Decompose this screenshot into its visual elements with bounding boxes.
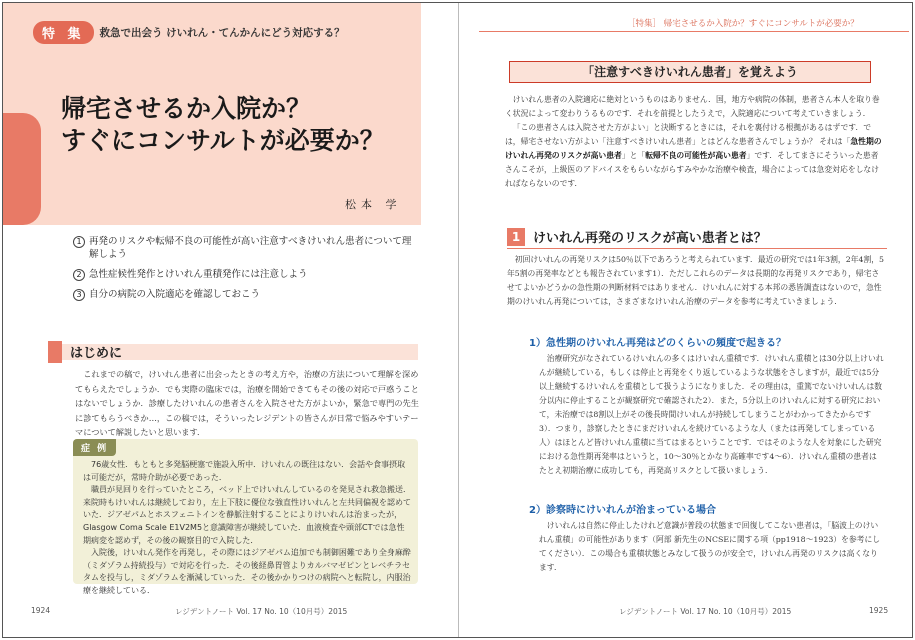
intro-paragraphs: [505, 93, 885, 191]
right-page: [459, 3, 913, 637]
magazine-spread: [2, 2, 913, 638]
section-number: 1: [507, 228, 525, 246]
heading-marker: [48, 341, 62, 363]
section-title: けいれん再発のリスクが高い患者とは？: [533, 231, 767, 246]
text-span: 「この患者さんは入院させた方がよい」と決断するときには，それを裏付ける根拠があるはずです．では，帰宅させない方がよい「注意すべきけいれん患者」とはどんな患者さんでしょうか？ それは「: [505, 123, 872, 146]
highlight: 急性期のけいれん再発のリスクが高い患者: [505, 137, 882, 160]
point-text: 再発のリスクや転帰不良の可能性が高い注意すべきけいれん患者について理解しよう: [89, 236, 412, 260]
series-badge: 特 集: [33, 21, 94, 44]
point-number: 2: [73, 269, 85, 281]
paragraph: 初回けいれんの再発リスクは50％以下であろうと考えられています．最近の研究では1年3割，2年4割，5年5割の再発率などとも報告されています1）．ただしこれらのデータは長期的な再発リスクであり，帰宅させてよいかどうかの急性期の判断材料ではありません．けいれんに対する本邦の悉皆調査はないので，急性期のけいれん再発については，さまざまなけいれん治療のデータを参考に考えていきましょう．: [507, 255, 885, 306]
title-line-1: 帰宅させるか入院か？: [61, 94, 312, 123]
paragraph: 治療研究がなされているけいれんの多くはけいれん重積です．けいれん重積とは30分以上けいれんが継続している，もしくは停止と再発をくり返しているような状態をさしますが，最近では5分以上継続するけいれんを重積として扱うようになりました．その理由は，重篤でないけいれんは数分以内に停止することが観察研究で確認された2）．また，5分以上のけいれんに対する研究において，未治療では8割以上がその後長時間けいれんが持続してしまうことがわかってきたからです3）．つまり，診察したときにまだけいれんを続けているような人（または再発してしまっている人）はほとんど皆けいれん重積に当てはまるということです．ではそのような人を対象にした研究における急性期再発率はというと，10〜30％とかなり高確率です4〜6）．けいれん重積の患者はたとえ初期治療に成功しても，再発高リスクとして扱いましょう．: [539, 354, 884, 475]
page-number-left: 1924: [31, 606, 51, 615]
footer-right: レジデントノート Vol. 17 No. 10（10月号）2015: [619, 607, 792, 616]
text-span: 」です．そしてまさにそういった患者さんこそが，上級医のアドバイスをもらいながらすみやかな治療や検査，場合によっては急変対応をしなければならないのです．: [505, 151, 880, 188]
side-tab: [3, 113, 41, 225]
key-points: [73, 235, 418, 308]
page-number-right: 1925: [869, 606, 889, 615]
subheading-1: 1）急性期のけいれん再発はどのくらいの頻度で起きる？: [529, 338, 786, 349]
series-header: [33, 21, 345, 44]
subheading-2: 2）診察時にけいれんが治まっている場合: [529, 505, 716, 516]
series-title: 救急で出会う けいれん・てんかんにどう対応する？: [99, 27, 345, 39]
intro-heading: [48, 341, 418, 363]
article-title: [61, 93, 411, 157]
key-point: [73, 268, 418, 281]
paragraph: [505, 121, 885, 191]
point-text: 急性症候性発作とけいれん重積発作には注意しよう: [89, 269, 308, 280]
case-text: [83, 459, 411, 598]
point-number: 1: [73, 236, 85, 248]
section-heading: [507, 227, 887, 249]
running-head: ［特集］ 帰宅させるか入院か？すぐにコンサルトが必要か？: [627, 19, 859, 29]
paragraph: けいれん患者の入院適応に絶対というものはありません．国，地方や病院の体制，患者さん本人を取り巻く状況によって変わりうるものです．それを前提としたうえで，入院適応について考えていきましょう．: [505, 95, 880, 118]
text-span: 」と「: [621, 151, 646, 160]
case-paragraph: 職員が見回りを行っていたところ，ベッド上でけいれんしているのを発見され救急搬送．来院時もけいれんは継続しており，左上下肢に優位な強直性けいれんと左共同偏視を認めていた．ジアゼパムとホスフェニトインを静脈注射することによりけいれんは治まったが，Glasgow Coma Scale E1V2M5と意識障害が継続していた．血液検査や頭部CTでは急性期病変を認めず，その後の観察目的で入院した．: [83, 485, 411, 545]
point-text: 自分の病院の入院適応を確認しておこう: [89, 289, 261, 300]
footer-left: レジデントノート Vol. 17 No. 10（10月号）2015: [175, 607, 348, 616]
left-page: [3, 3, 458, 637]
case-paragraph: 76歳女性．もともと多発脳梗塞で施設入所中．けいれんの既往はない．会話や食事摂取は可能だが，常時介助が必要であった．: [83, 460, 406, 482]
intro-heading-text: はじめに: [70, 346, 123, 361]
case-label: 症 例: [73, 439, 116, 456]
author: 松本 学: [345, 198, 402, 211]
key-point: [73, 235, 418, 261]
paragraph: けいれんは自然に停止したけれど意識が普段の状態まで回復してこない患者は，「脳波上のけいれん重積」の可能性があります（阿部 新先生のNCSEに関する項（pp1918〜1923）を参考にしてください）．この場合も重積状態とみなして扱うのが安全で，けいれん再発のリスクは高くなります．: [539, 521, 881, 572]
case-paragraph: 入院後，けいれん発作を再発し，その際にはジアゼパム追加でも制御困難であり全身麻酔（ミダゾラム持続投与）で対応を行った．その後経鼻胃管よりカルバマゼピンとレベチラセタムを投与し，ミダゾラムを漸減していった．その後かかりつけの病院へと転院し，内服治療を継続している．: [83, 548, 411, 595]
key-point: [73, 288, 418, 301]
highlight: 転帰不良の可能性が高い患者: [645, 151, 747, 160]
title-line-2: すぐにコンサルトが必要か？: [61, 126, 385, 155]
intro-text: これまでの稿で，けいれん患者に出会ったときの考え方や，治療の方法について理解を深めてもらえたでしょうか．でも実際の臨床では，治療を開始できてもその後の対応で戸惑うことはないでしょうか．診療したけいれんの患者さんを入院させた方がよいか，緊急で専門の先生に診てもらうべきか…，この稿では，そういったレジデントの皆さんが日常で悩みやすいテーマについて解説したいと思います．: [75, 369, 419, 437]
case-box: [73, 439, 418, 595]
point-number: 3: [73, 289, 85, 301]
running-rule: [479, 31, 909, 32]
boxed-heading: 「注意すべきけいれん患者」を覚えよう: [509, 61, 871, 83]
